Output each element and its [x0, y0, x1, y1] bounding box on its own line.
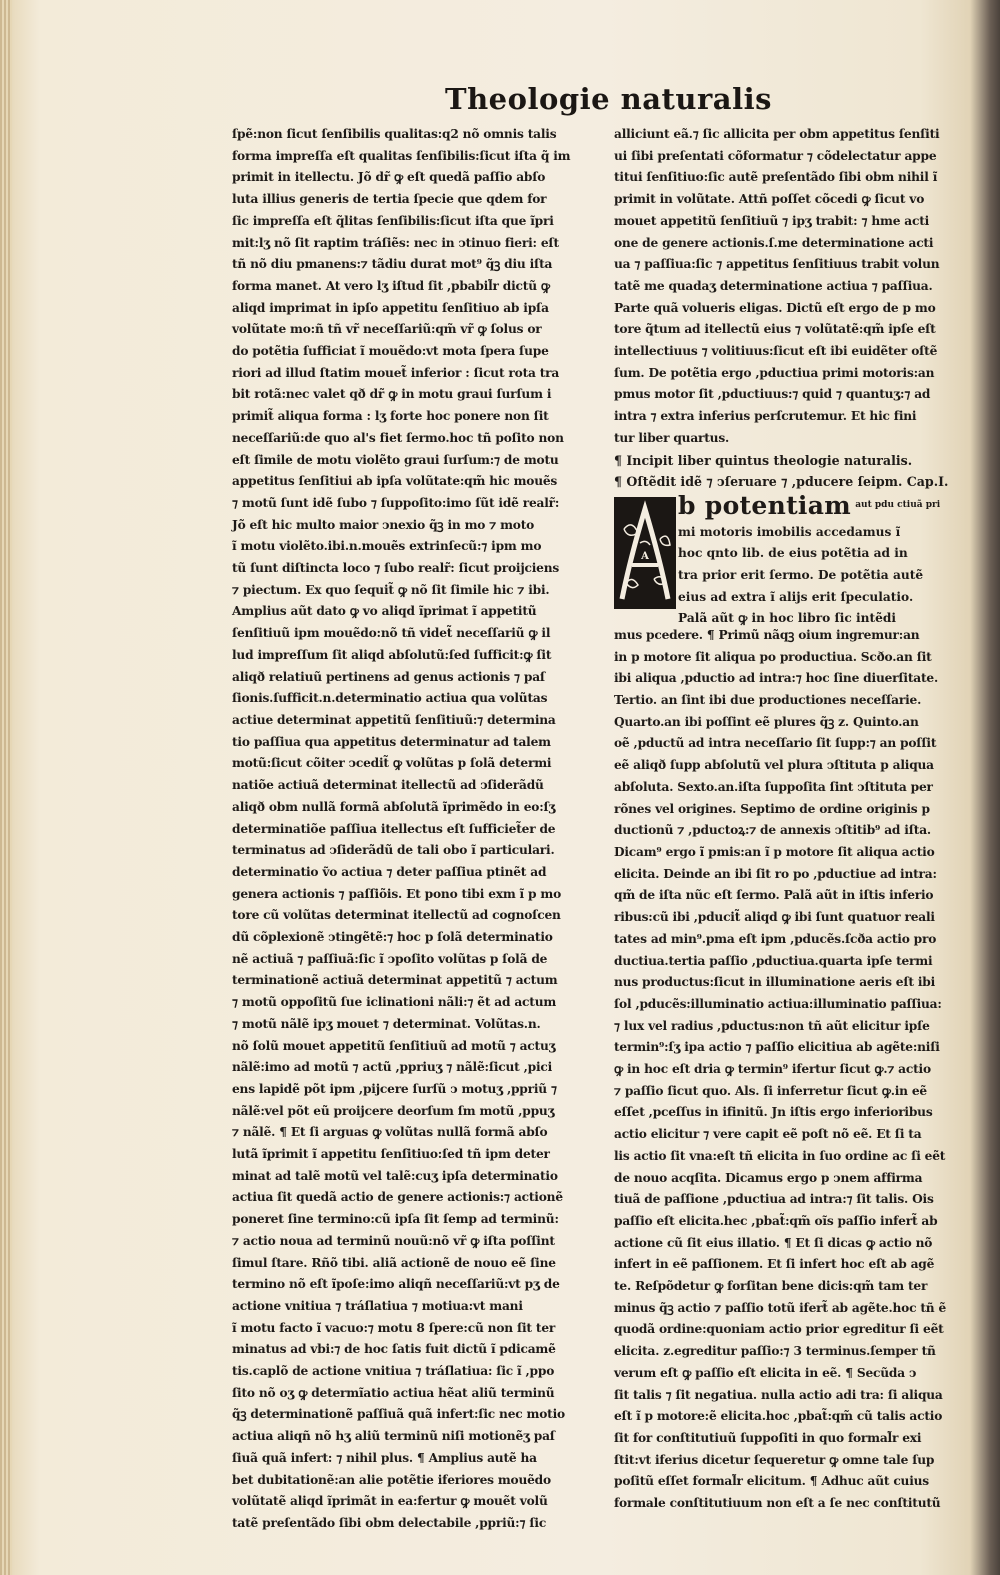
text-line: ua ⁊ paſſiua:ſic ⁊ appetitus ſenſitiuus trabit volun: [614, 257, 940, 272]
text-line: actio elicitur ⁊ vere capit eẽ poſt nõ eẽ. Et ſi ta: [614, 1127, 922, 1142]
incipit-line: ¶ Incipit liber quintus theologie naturalis.: [614, 452, 913, 468]
text-line: nõ ſolũ mouet appetitũ ſenſitiuũ ad motũ ⁊ actuʒ: [232, 1038, 556, 1053]
text-line: elicita. Deinde an ibi ſit ro po ,pductiue ad intra:: [614, 866, 937, 881]
text-line: primit in volũtate. Attñ poſſet cõcedi ꝙ ſicut vo: [614, 192, 925, 207]
initial-letter: A: [641, 550, 649, 562]
text-line: verum eſt ꝙ paſſio eſt elicita in eẽ. ¶ Secũda ↄ: [614, 1365, 917, 1380]
text-line: oẽ ,pductũ ad intra neceſſario ſit ſupp:⁊ an poſſit: [614, 736, 937, 751]
text-line: volũtate mo:ñ tñ vr̃ neceſſariũ:qm̃ vr̃ ꝙ ſolus or: [232, 322, 542, 337]
text-line: nus productus:ſicut in illuminatione aeris eſt ibi: [614, 975, 936, 990]
text-line: eẽ aliqð ſupp abſolutũ vel plura ↄſtituta p aliqua: [614, 758, 934, 773]
text-line: determinatiõe paſſiua itellectus eſt ſufficiet̃er de: [232, 821, 556, 836]
text-line: tates ad min⁹.pma eſt ipm ,pducẽs.ſcða actio pro: [614, 931, 937, 946]
text-line: forma impreſſa eſt qualitas ſenſibilis:ſicut iſta q̃ im: [232, 148, 571, 163]
right-column: [614, 124, 952, 1511]
initial-block: [614, 490, 952, 626]
text-line: lutã ĩprimit ĩ appetitu ſenſitiuo:ſed tñ ipm deter: [232, 1147, 550, 1162]
text-line: mus pcedere. ¶ Primũ nãqꝫ oium ingremur:an: [614, 627, 920, 642]
text-line: appetitus ſenſitiui ab ipſa volũtate:qm̃ hic mouẽs: [232, 474, 558, 489]
text-line: lud impreſſum ſit aliqd abſolutũ:ſed ſufficit:ꝙ ſit: [232, 647, 552, 662]
initial-ornament-icon: [616, 499, 674, 607]
text-line: mouet appetitũ ſenſitiuũ ⁊ ipʒ trabit: ⁊ hme acti: [614, 213, 930, 228]
text-line: determinatio ṽo actiua ⁊ deter paſſiua ptinẽt ad: [232, 864, 547, 879]
text-line: ſimul ſtare. Rñõ tibi. aliã actionẽ de nouo eẽ ſine: [232, 1255, 556, 1270]
text-line: motũ:ſicut cõiter ↄcedit̃ ꝙ volũtas p ſolã determi: [232, 756, 552, 771]
text-line: tatẽ me quadaʒ determinatione actiua ⁊ paſſiua.: [614, 278, 933, 293]
text-line: Dicam⁹ ergo ĩ pmis:an ĩ p motore ſit aliqua actio: [614, 844, 935, 859]
text-line: ſit for conſtitutiuũ ſuppoſiti in quo formal̃r exi: [614, 1430, 922, 1445]
initial-first-line: [678, 490, 953, 522]
text-line: infert in eẽ paſſionem. Et ſi infert hoc eſt ab agẽ: [614, 1257, 935, 1272]
text-line: ſpẽ:non ſicut ſenſibilis qualitas:q2 nõ omnis talis: [232, 127, 557, 141]
text-line: hoc qnto lib. de eius potẽtia ad in: [678, 546, 908, 561]
text-line: nẽ actiuã ⁊ paſſiuã:ſic ĩ ↄpoſito volũtas p ſolã de: [232, 951, 548, 966]
right-column-top-text: [614, 124, 952, 450]
text-line: ⁊ motũ nãlẽ ipʒ mouet ⁊ determinat. Volũtas.n.: [232, 1016, 541, 1031]
text-line: poneret ſine termino:cũ ipſa ſit ſemp ad terminũ:: [232, 1212, 559, 1227]
text-line: de nouo acqſita. Dicamus ergo p ↄnem affirma: [614, 1170, 923, 1185]
text-line: ſenſitiuũ ipm mouẽdo:nõ tñ videt̃ neceſſariũ ꝙ il: [232, 626, 551, 641]
text-line: primit in itellectu. Jõ dr̃ ꝙ eſt quedã paſſio abſo: [232, 170, 546, 185]
text-line: intra ⁊ extra inferius perſcrutemur. Et hic fini: [614, 409, 917, 424]
text-line: qm̃ de iſta nũc eſt ſermo. Palã aũt in iſtis inferio: [614, 888, 934, 903]
text-line: ⁊ motũ ſunt idẽ ſubo ⁊ ſuppoſito:imo ſũt idẽ realr̃:: [232, 495, 560, 510]
text-line: in p motore ſit aliqua po productiua. Scðo.an ſit: [614, 649, 932, 664]
text-line: actione vnitiua ⁊ tráſlatiua ⁊ motiua:vt mani: [232, 1298, 523, 1313]
text-line: Tertio. an ſint ibi due productiones neceſſarie.: [614, 693, 922, 708]
text-line: aliqð relatiuũ pertinens ad genus actionis ⁊ paſ: [232, 669, 545, 684]
text-line: ſtit:vt iferius dicetur ſequeretur ꝙ omne tale ſup: [614, 1452, 935, 1467]
text-line: ſic impreſſa eſt q̃litas ſenſibilis:ſicut iſta que ĩpri: [232, 213, 554, 228]
text-line: termin⁹:ſʒ ipa actio ⁊ paſſio elicitiua ab agẽte:niſi: [614, 1040, 940, 1055]
text-line: ductiua.tertia paſſio ,pductiua.quarta ipſe termi: [614, 953, 933, 968]
text-line: formale conſtitutiuum non eſt a ſe nec conſtitutũ: [614, 1496, 941, 1511]
text-line: ⁊ lux vel radius ,pductus:non tñ aũt elicitur ipſe: [614, 1018, 930, 1033]
text-line: tore q̃tum ad itellectũ eius ⁊ volũtatẽ:qm̃ ipſe eſt: [614, 322, 936, 337]
text-line: Quarto.an ibi poſſint eẽ plures q̃ꝫ z. Quinto.an: [614, 714, 919, 729]
text-line: ĩ motu violẽto.ibi.n.mouẽs extrinſecũ:⁊ ipm mo: [232, 539, 542, 554]
text-line: tis.caplõ de actione vnitiua ⁊ tráſlatiua: ſic ĩ ,ppo: [232, 1364, 555, 1379]
text-line: eſt ĩ p motore:ẽ elicita.hoc ,pbat̃:qm̃ cũ talis actio: [614, 1409, 943, 1424]
text-line: bet dubitationẽ:an alie potẽtie iferiores mouẽdo: [232, 1472, 551, 1487]
text-line: tio paſſiua qua appetitus determinatur ad talem: [232, 734, 551, 749]
text-line: genera actionis ⁊ paſſiõis. Et pono tibi exm ĩ p mo: [232, 886, 562, 901]
text-line: intellectiuus ⁊ volitiuus:ſicut eſt ibi euidẽter oſtẽ: [614, 344, 938, 359]
text-line: ductionũ ⁊ ,pductoꝝ:⁊ de annexis ↄſtitib⁹ ad iſta.: [614, 823, 931, 838]
text-line: ibi aliqua ,pductio ad intra:⁊ hoc ſine diuerſitate.: [614, 671, 939, 686]
right-column-body-text: [614, 625, 952, 1515]
text-line: ⁊ paſſio ſicut quo. Als. ſi inferretur ſicut ꝙ.in eẽ: [614, 1083, 927, 1098]
text-line: terminationẽ actiuã determinat appetitũ ⁊ actum: [232, 973, 558, 988]
text-line: ui ſibi preſentati cõformatur ⁊ cõdelectatur appe: [614, 148, 937, 163]
text-line: tñ nõ diu pmanens:⁊ tãdiu durat mot⁹ q̃ꝫ diu iſta: [232, 257, 553, 272]
text-line: ribus:cũ ibi ,pducit̃ aliqd ꝙ ibi ſunt quatuor reali: [614, 910, 935, 925]
text-line: volũtatẽ aliqd ĩprimãt in ea:fertur ꝙ mouẽt volũ: [232, 1494, 548, 1509]
text-line: tore cũ volũtas determinat itellectũ ad cognoſcen: [232, 908, 561, 923]
initial-side-note: aut pdu ctiuã pri: [855, 499, 941, 510]
text-line: do potẽtia ſufficiat ĩ mouẽdo:vt mota ſpera ſupe: [232, 344, 549, 359]
text-line: dũ cõplexionẽ ↄtingẽtẽ:⁊ hoc p ſolã determinatio: [232, 930, 553, 945]
text-line: tra prior erit ſermo. De potẽtia autẽ: [678, 568, 924, 583]
text-line: mit:lʒ nõ ſit raptim tráſiẽs: nec in ↄtinuo fieri: eſt: [232, 235, 559, 250]
text-line: nãlẽ:vel põt eũ proijcere deorſum ſm motũ ,ppuʒ: [232, 1103, 555, 1118]
text-line: ⁊ actio noua ad terminũ nouũ:nõ vr̃ ꝙ iſta poſſint: [232, 1233, 555, 1248]
text-line: ⁊ piectum. Ex quo ſequit̃ ꝙ nõ ſit ſimile hic ⁊ ibi.: [232, 582, 550, 597]
text-line: lis actio ſit vna:eſt tñ elicita in ſuo ordine ac ſi eẽt: [614, 1148, 946, 1163]
text-line: riori ad illud ſtatim mouet̃ inferior : ſicut rota tra: [232, 365, 560, 380]
text-line: minatus ad vbi:⁊ de hoc ſatis fuit dictũ ĩ pdicamẽ: [232, 1342, 556, 1357]
text-line: elicita. z.egreditur paſſio:⁊ 3 terminus.ſemper tñ: [614, 1344, 936, 1359]
text-line: bit rotã:nec valet qð dr̃ ꝙ in motu graui ſurſum i: [232, 387, 552, 402]
text-line: luta illius generis de tertia ſpecie que qdem for: [232, 192, 547, 207]
chapter-line: ¶ Oſtẽdit idẽ ⁊ ↄſeruare ⁊ ,pducere ſeipm. Cap.I.: [614, 474, 949, 490]
text-line: Amplius aũt dato ꝙ vo aliqd ĩprimat ĩ appetitũ: [232, 604, 537, 619]
text-line: paſſio eſt elicita.hec ,pbat̃:qm̃ oĩs paſſio infert̃ ab: [614, 1213, 938, 1228]
text-line: neceſſariũ:de quo al's fiet ſermo.hoc tñ poſito non: [232, 430, 564, 445]
text-line: ſit talis ⁊ ſit negatiua. nulla actio adi tra: ſi aliqua: [614, 1387, 943, 1402]
text-line: Palã aũt ꝙ in hoc libro ſic intẽdi: [678, 611, 897, 626]
text-line: ſionis.ſufficit.n.determinatio actiua qua volũtas: [232, 691, 548, 706]
text-line: q̃ꝫ determinationẽ paſſiuã quã infert:ſic nec motio: [232, 1407, 565, 1422]
running-head: Theologie naturalis: [445, 82, 772, 116]
text-line: minus q̃ꝫ actio ⁊ paſſio totũ ifert̃ ab agẽte.hoc tñ ẽ: [614, 1300, 947, 1315]
text-line: termino nõ eſt ĩpoſe:imo aliqñ neceſſariũ:vt pʒ de: [232, 1277, 560, 1292]
text-line: one de genere actionis.ſ.me determinatione acti: [614, 235, 934, 250]
text-line: terminatus ad ↄſiderãdũ de tali obo ĩ particulari.: [232, 843, 555, 858]
text-line: tũ ſunt diſtincta loco ⁊ ſubo realr̃: ſicut proijciens: [232, 561, 560, 576]
text-line: quodã ordine:quoniam actio prior egreditur ſi eẽt: [614, 1322, 944, 1337]
text-line: forma manet. At vero lʒ iſtud ſit ,pbabil̃r dictũ ꝙ: [232, 278, 550, 293]
text-line: tiuã de paſſione ,pductiua ad intra:⁊ ſit talis. Ois: [614, 1192, 934, 1207]
text-line: ſiuã quã infert: ⁊ nihil plus. ¶ Amplius autẽ ha: [232, 1450, 537, 1465]
text-line: Parte quã volueris eligas. Dictũ eſt ergo de p mo: [614, 300, 936, 315]
text-line: te. Reſpõdetur ꝙ forſitan bene dicis:qm̃ tam ter: [614, 1279, 928, 1294]
text-line: aliqd imprimat in ipſo appetitu ſenſitiuo ab ipſa: [232, 300, 549, 315]
text-line: aliqð obm nullã formã abſolutã ĩprimẽdo in eo:ſʒ: [232, 799, 556, 814]
text-line: Jõ eſt hic multo maior ↄnexio q̃ꝫ in mo ⁊ moto: [232, 517, 535, 532]
text-line: minat ad talẽ motũ vel talẽ:cuʒ ipſa determinatio: [232, 1168, 558, 1183]
initial-word: b potentiam: [678, 490, 851, 520]
text-line: actiue determinat appetitũ ſenſitiuũ:⁊ determina: [232, 712, 556, 727]
left-column: [232, 124, 597, 1530]
text-line: mi motoris imobilis accedamus ĩ: [678, 524, 901, 539]
text-line: ⁊ nãlẽ. ¶ Et ſi arguas ꝙ volũtas nullã formã abſo: [232, 1125, 548, 1140]
text-line: ſito nõ oʒ ꝙ determĩatio actiua hẽat aliũ terminũ: [232, 1385, 555, 1400]
text-line: abſoluta. Sexto.an.iſta ſuppoſita ſint ↄſtituta per: [614, 779, 933, 794]
text-line: actione cũ ſit eius illatio. ¶ Et ſi dicas ꝙ actio nõ: [614, 1235, 933, 1250]
text-line: tur liber quartus.: [614, 430, 730, 445]
text-line: actiua ſit quedã actio de genere actionis:⁊ actionẽ: [232, 1190, 563, 1205]
text-line: eſt ſimile de motu violẽto graui ſurſum:⁊ de motu: [232, 452, 559, 467]
text-line: ſum. De potẽtia ergo ,pductiua primi motoris:an: [614, 365, 935, 380]
text-line: natiõe actiuã determinat itellectũ ad ↄſiderãdũ: [232, 778, 544, 793]
text-line: primit̃ aliqua forma : lʒ forte hoc ponere non ſit: [232, 409, 549, 424]
decorated-initial: [614, 497, 676, 609]
text-line: ens lapidẽ põt ipm ,pijcere ſurſũ ↄ motuʒ ,ppriũ ⁊: [232, 1081, 557, 1096]
text-line: eſſet ,pceſſus in ifinitũ. Jn iſtis ergo inferioribus: [614, 1105, 933, 1120]
text-line: tatẽ preſentãdo ſibi obm delectabile ,ppriũ:⁊ ſic: [232, 1516, 547, 1530]
text-line: eius ad extra ĩ alijs erit ſpeculatio.: [678, 589, 914, 604]
text-line: ĩ motu facto ĩ vacuo:⁊ motu 8 ſpere:cũ non ſit ter: [232, 1320, 556, 1335]
text-line: ꝙ in hoc eſt dria ꝙ termin⁹ ifertur ſicut ꝙ.⁊ actio: [614, 1062, 931, 1077]
text-line: nãlẽ:imo ad motũ ⁊ actũ ,ppriuʒ ⁊ nãlẽ:ſicut ,pici: [232, 1060, 553, 1075]
text-line: actiua aliqñ nõ hʒ aliũ terminũ niſi motionẽʒ paſ: [232, 1429, 555, 1444]
text-line: rõnes vel origines. Septimo de ordine originis p: [614, 801, 930, 816]
text-line: titui ſenſitiuo:ſic autẽ preſentãdo ſibi obm nihil ĩ: [614, 170, 938, 185]
text-line: ⁊ motũ oppoſitũ ſue iclinationi nãli:⁊ ẽt ad actum: [232, 995, 557, 1010]
text-line: ſol ,pducẽs:illuminatio actiua:illuminatio paſſiua:: [614, 996, 942, 1011]
text-line: alliciunt eã.⁊ ſic allicita per obm appetitus ſenſiti: [614, 127, 940, 141]
initial-adjacent-lines: [678, 490, 953, 630]
text-line: pmus motor ſit ,pductiuus:⁊ quid ⁊ quantuʒ:⁊ ad: [614, 387, 931, 402]
text-line: poſitũ eſſet formal̃r elicitum. ¶ Adhuc aũt cuius: [614, 1474, 929, 1489]
